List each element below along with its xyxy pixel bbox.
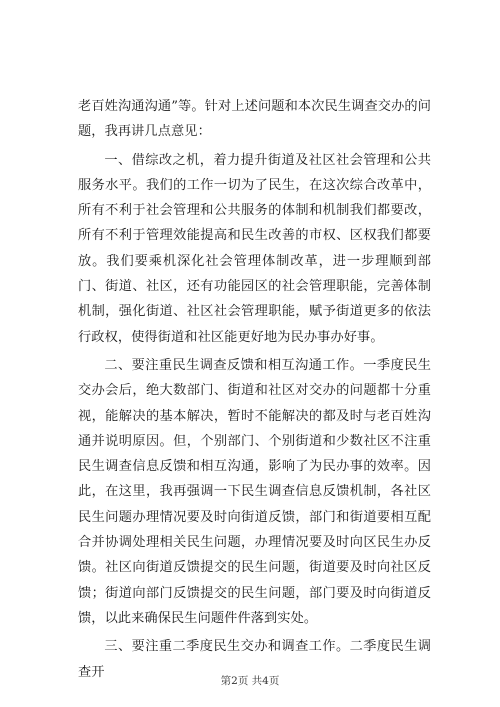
page-number-footer: 第2页 共4页 [220, 675, 280, 687]
paragraph-continuation: 老百姓沟通沟通”等。针对上述问题和本次民生调查交办的问题，我再讲几点意见： [78, 99, 431, 140]
document-body [78, 94, 431, 685]
paragraph-point-three: 三、要注重二季度民生交办和调查工作。二季度民生调查开 [78, 639, 431, 680]
paragraph-point-one: 一、借综改之机，着力提升街道及社区社会管理和公共服务水平。我们的工作一切为了民生，在这次综合改革中，所有不利于社会管理和公共服务的体制和机制我们都要改，所有不利于管理效能提高和民生改善的市权、区权我们都要放。我们要乘机深化社会管理体制改革，进一步理顺到部门、街道、社区，还有功能园区的社会管理职能，完善体制机制，强化街道、社区社会管理职能，赋予街道更多的依法行政权，使得街道和社区能更好地为民办事办好事。 [78, 152, 431, 345]
paragraph-point-two: 二、要注重民生调查反馈和相互沟通工作。一季度民生交办会后，绝大数部门、街道和社区对交办的问题都十分重视，能解决的基本解决，暂时不能解决的都及时与老百姓沟通并说明原因。但，个别部门、个别街道和少数社区不注重民生调查信息反馈和相互沟通，影响了为民办事的效率。因此，在这里，我再强调一下民生调查信息反馈机制，各社区民生问题办理情况要及时向街道反馈，部门和街道要相互配合并协调处理相关民生问题，办理情况要及时向区民生办反馈。社区向街道反馈提交的民生问题，街道要及时向社区反馈；街道向部门反馈提交的民生问题，部门要及时向街道反馈，以此来确保民生问题件件落到实处。 [78, 357, 431, 626]
